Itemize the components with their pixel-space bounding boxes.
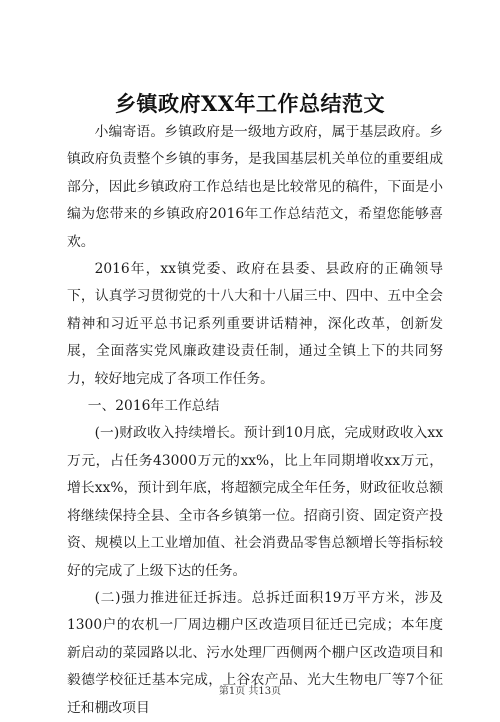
section-heading: 一、2016年工作总结 [87,398,220,415]
paragraph-demolition: (二)强力推进征迁拆违。总拆迁面积19万平方米，涉及1300户的农机一厂周边棚户区改造项目征迁已完成；本年度新启动的菜园路以北、污水处理厂西侧两个棚户区改造项目和毅德学校征迁基本完成，上谷农产品、光大生物电厂等7个征迁和棚改项目 [67,589,443,716]
paragraph-overview: 2016年，xx镇党委、政府在县委、县政府的正确领导下，认真学习贯彻党的十八大和十八届三中、四中、五中全会精神和习近平总书记系列重要讲话精神，深化改革，创新发展，全面落实党风廉政建设责任制，通过全镇上下的共同努力，较好地完成了各项工作任务。 [67,261,443,387]
page-footer: 第1页 共13页 [218,686,282,697]
paragraph-finance: (一)财政收入持续增长。预计到10月底，完成财政收入xx万元，占任务43000万元的xx%，比上年同期增收xx万元，增长xx%，预计到年底，将超额完成全年任务，财政征收总额将继续保持全县、全市各乡镇第一位。招商引资、固定资产投资、规模以上工业增加值、社会消费品零售总额增长等指标较好的完成了上级下达的任务。 [67,425,443,579]
document-body [67,119,443,722]
document-title: 乡镇政府XX年工作总结范文 [114,91,386,116]
paragraph-intro: 小编寄语。乡镇政府是一级地方政府，属于基层政府。乡镇政府负责整个乡镇的事务，是我国基层机关单位的重要组成部分，因此乡镇政府工作总结也是比较常见的稿件，下面是小编为您带来的乡镇政府2016年工作总结范文，希望您能够喜欢。 [67,124,443,250]
